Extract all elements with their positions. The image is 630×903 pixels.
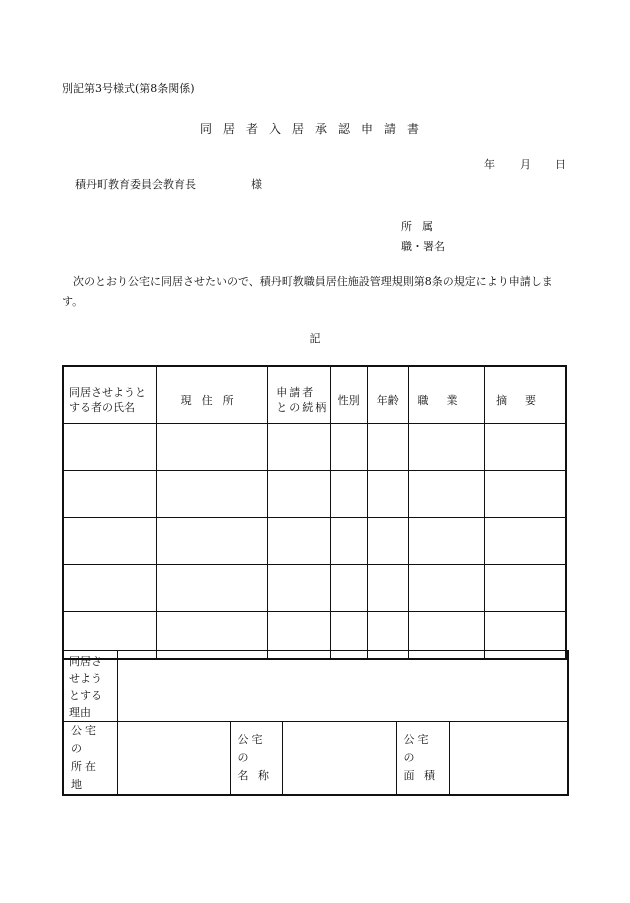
position-name-label: 職・署名 bbox=[401, 240, 445, 253]
housing-location-label bbox=[63, 722, 117, 796]
body-text: 次のとおり公宅に同居させたいので、積丹町教職員居住施設管理規則第8条の規定により申請します。 bbox=[62, 275, 553, 308]
relation-cell[interactable] bbox=[268, 565, 330, 612]
sex-cell[interactable] bbox=[330, 471, 367, 518]
housing-area-input[interactable] bbox=[449, 722, 568, 796]
cohabitant-table bbox=[62, 365, 567, 660]
occupation-cell[interactable] bbox=[408, 471, 484, 518]
housing-area-line2: 面 積 bbox=[403, 769, 438, 782]
sex-cell[interactable] bbox=[330, 424, 367, 471]
table-header-row bbox=[63, 366, 566, 424]
address-cell[interactable] bbox=[156, 565, 267, 612]
table-row bbox=[63, 471, 566, 518]
sex-cell[interactable] bbox=[330, 518, 367, 565]
housing-name-input[interactable] bbox=[282, 722, 396, 796]
table-row bbox=[63, 424, 566, 471]
relation-cell[interactable] bbox=[268, 518, 330, 565]
relation-cell[interactable] bbox=[268, 471, 330, 518]
page-title: 同居者入居承認申請書 bbox=[199, 122, 430, 136]
remarks-cell[interactable] bbox=[485, 424, 566, 471]
affiliation-label: 所属 bbox=[401, 220, 443, 233]
header-name-line1: 同居させようと bbox=[69, 385, 146, 399]
date-year-label: 年 bbox=[484, 158, 495, 171]
date-month-label: 月 bbox=[520, 158, 531, 171]
housing-name-line2: 名 称 bbox=[237, 769, 272, 782]
name-cell[interactable] bbox=[63, 565, 156, 612]
housing-area-line1: 公宅の bbox=[403, 733, 432, 764]
reason-housing-table bbox=[62, 650, 569, 796]
form-number-label: 別記第3号様式(第8条関係) bbox=[62, 82, 195, 95]
table-row bbox=[63, 565, 566, 612]
reason-label-line1: 同居させよう bbox=[69, 655, 102, 685]
name-cell[interactable] bbox=[63, 424, 156, 471]
header-age: 年齢 bbox=[367, 366, 408, 424]
address-cell[interactable] bbox=[156, 471, 267, 518]
header-name-line2: する者の氏名 bbox=[69, 400, 135, 414]
date-day-label: 日 bbox=[555, 158, 566, 171]
age-cell[interactable] bbox=[367, 518, 408, 565]
name-cell[interactable] bbox=[63, 518, 156, 565]
age-cell[interactable] bbox=[367, 565, 408, 612]
housing-location-line2: 所在地 bbox=[71, 760, 99, 791]
header-sex: 性別 bbox=[330, 366, 367, 424]
reason-input[interactable] bbox=[117, 651, 568, 722]
address-cell[interactable] bbox=[156, 518, 267, 565]
header-remarks: 摘要 bbox=[485, 366, 566, 424]
housing-name-label bbox=[230, 722, 282, 796]
age-cell[interactable] bbox=[367, 471, 408, 518]
ki-heading: 記 bbox=[309, 332, 321, 345]
housing-name-line1: 公宅の bbox=[237, 733, 266, 764]
header-relation-line2: との続柄 bbox=[276, 400, 329, 414]
sex-cell[interactable] bbox=[330, 565, 367, 612]
reason-label bbox=[63, 651, 117, 722]
occupation-cell[interactable] bbox=[408, 424, 484, 471]
remarks-cell[interactable] bbox=[485, 518, 566, 565]
age-cell[interactable] bbox=[367, 424, 408, 471]
header-address: 現住所 bbox=[156, 366, 267, 424]
header-name bbox=[63, 366, 156, 424]
header-relation-line1: 申請者 bbox=[276, 385, 316, 399]
header-relation bbox=[268, 366, 330, 424]
remarks-cell[interactable] bbox=[485, 565, 566, 612]
name-cell[interactable] bbox=[63, 471, 156, 518]
reason-row bbox=[63, 651, 568, 722]
housing-area-label bbox=[396, 722, 449, 796]
honorific: 様 bbox=[251, 178, 262, 191]
occupation-cell[interactable] bbox=[408, 565, 484, 612]
occupation-cell[interactable] bbox=[408, 518, 484, 565]
table-row bbox=[63, 518, 566, 565]
address-cell[interactable] bbox=[156, 424, 267, 471]
remarks-cell[interactable] bbox=[485, 471, 566, 518]
housing-location-line1: 公宅の bbox=[71, 724, 99, 755]
reason-label-line2: とする理由 bbox=[69, 689, 102, 719]
relation-cell[interactable] bbox=[268, 424, 330, 471]
housing-location-input[interactable] bbox=[117, 722, 230, 796]
header-occupation: 職業 bbox=[408, 366, 484, 424]
addressee: 積丹町教育委員会教育長 bbox=[75, 178, 196, 191]
housing-row bbox=[63, 722, 568, 796]
